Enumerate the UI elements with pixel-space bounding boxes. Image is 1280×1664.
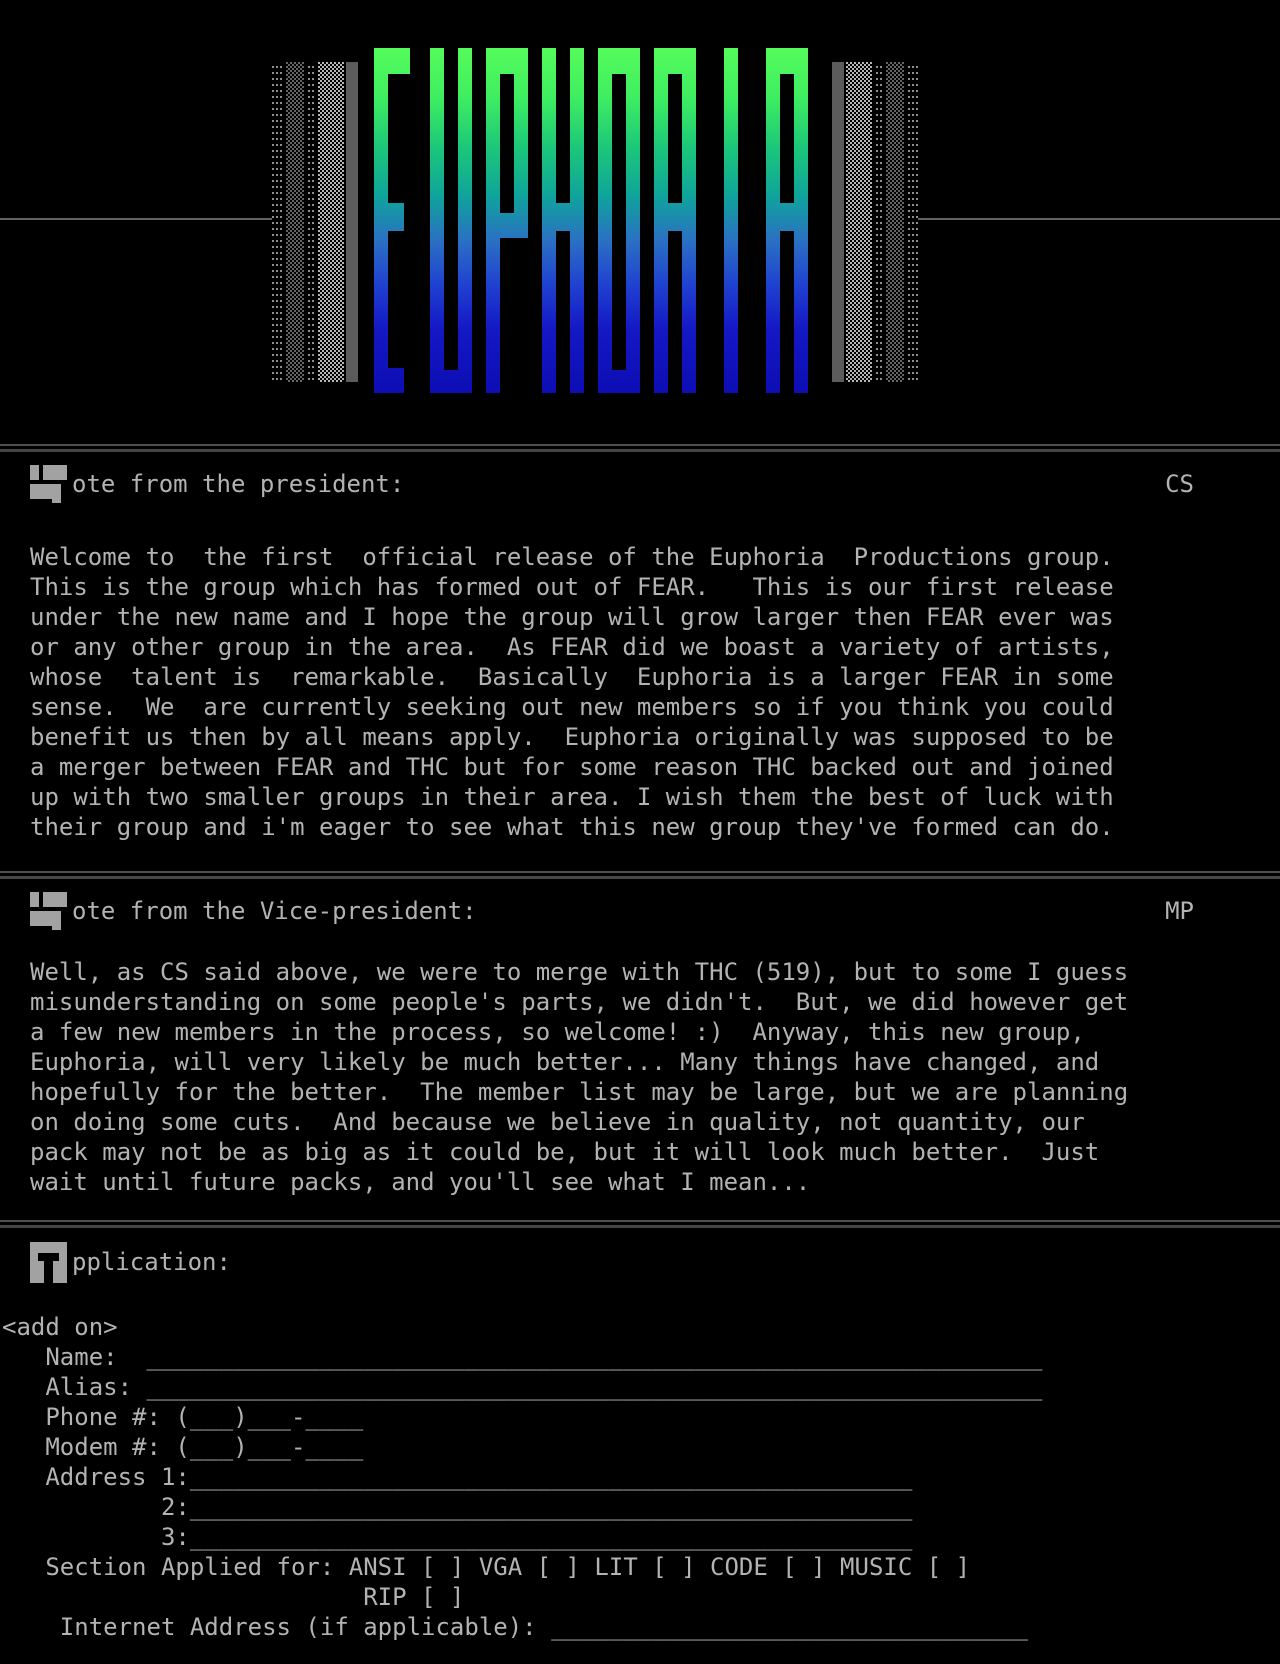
section-vice-president [0, 870, 1280, 1197]
president-text-line: under the new name and I hope the group will grow larger then FEAR ever was [30, 603, 1114, 631]
president-initials: CS [1165, 470, 1194, 498]
vice-president-text-line: Well, as CS said above, we were to merge with THC (519), but to some I guess [30, 958, 1129, 986]
logo-banner [0, 0, 1280, 443]
president-text-line: their group and i'm eager to see what this new group they've formed can do. [30, 813, 1114, 841]
logo-letters [374, 48, 808, 393]
application-header [30, 1240, 1250, 1284]
form-line: Alias: ______________________________________________________________ [2, 1373, 1043, 1401]
president-text-line: benefit us then by all means apply. Euphoria originally was supposed to be [30, 723, 1114, 751]
section-divider [0, 870, 1280, 879]
letter-n-glyph [30, 465, 67, 503]
vice-president-header [30, 889, 1250, 933]
vice-president-text-line: hopefully for the better. The member list may be large, but we are planning [30, 1078, 1129, 1106]
form-line: <add on> [2, 1313, 118, 1341]
vice-president-note-text [30, 957, 1250, 1197]
form-line: Internet Address (if applicable): _________________________________ [2, 1613, 1028, 1641]
president-note-text [30, 542, 1250, 842]
vice-president-text-line: a few new members in the process, so welcome! :) Anyway, this new group, [30, 1018, 1085, 1046]
president-text-line: or any other group in the area. As FEAR did we boast a variety of artists, [30, 633, 1114, 661]
president-text-line: up with two smaller groups in their area. I wish them the best of luck with [30, 783, 1114, 811]
president-text-line: sense. We are currently seeking out new members so if you think you could [30, 693, 1114, 721]
vice-president-text-line: misunderstanding on some people's parts, we didn't. But, we did however get [30, 988, 1129, 1016]
form-line: Address 1:__________________________________________________ [2, 1463, 913, 1491]
vice-president-title: ote from the Vice-president: [72, 897, 477, 925]
form-line: 2:__________________________________________________ [2, 1493, 913, 1521]
letter-n-glyph [30, 892, 67, 930]
section-divider [0, 1219, 1280, 1228]
president-text-line: This is the group which has formed out of FEAR. This is our first release [30, 573, 1114, 601]
section-president [0, 443, 1280, 842]
form-line: Modem #: (___)___-____ [2, 1433, 364, 1461]
form-line: Name: ______________________________________________________________ [2, 1343, 1043, 1371]
president-title: ote from the president: [72, 470, 405, 498]
section-application [0, 1219, 1280, 1642]
president-text-line: a merger between FEAR and THC but for some reason THC backed out and joined [30, 753, 1114, 781]
section-divider [0, 443, 1280, 452]
vice-president-text-line: pack may not be as big as it could be, but it will look much better. Just [30, 1138, 1100, 1166]
president-text-line: whose talent is remarkable. Basically Euphoria is a larger FEAR in some [30, 663, 1114, 691]
form-line: 3:__________________________________________________ [2, 1523, 913, 1551]
letter-a-glyph [30, 1242, 67, 1283]
vice-president-text-line: wait until future packs, and you'll see what I mean... [30, 1168, 811, 1196]
right-dither-columns [832, 62, 918, 382]
vice-president-text-line: on doing some cuts. And because we believe in quality, not quantity, our [30, 1108, 1085, 1136]
application-form [2, 1312, 1280, 1642]
president-text-line: Welcome to the first official release of the Euphoria Productions group. [30, 543, 1114, 571]
euphoria-logo [0, 0, 1280, 443]
vice-president-initials: MP [1165, 897, 1194, 925]
vice-president-text-line: Euphoria, will very likely be much better... Many things have changed, and [30, 1048, 1100, 1076]
left-dither-columns [272, 62, 358, 382]
form-line: RIP [ ] [2, 1583, 465, 1611]
president-header [30, 462, 1250, 506]
application-title: pplication: [72, 1248, 231, 1276]
form-line: Section Applied for: ANSI [ ] VGA [ ] LIT [ ] CODE [ ] MUSIC [ ] [2, 1553, 971, 1581]
form-line: Phone #: (___)___-____ [2, 1403, 364, 1431]
